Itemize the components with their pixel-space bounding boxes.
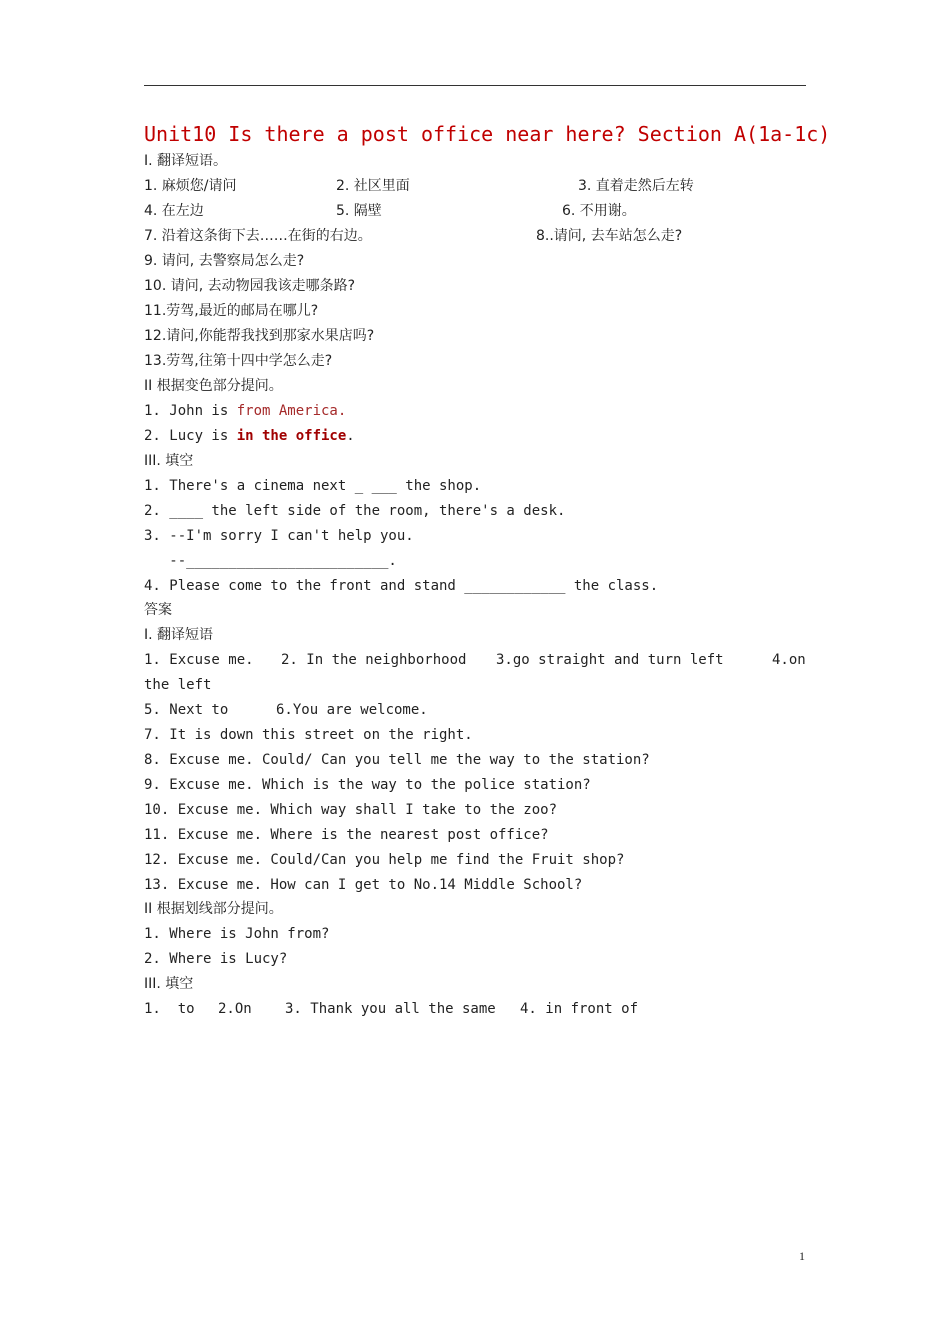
part1-item-9: 9. 请问, 去警察局怎么走? xyxy=(144,253,305,269)
part3-item-2: 2. ____ the left side of the room, there's a desk. xyxy=(144,503,566,519)
answers-part2-heading: II 根据划线部分提问。 xyxy=(144,901,283,917)
answers-part3-item-4: 4. in front of xyxy=(520,1001,639,1017)
part2-q2-end: . xyxy=(346,428,355,444)
part1-item-7: 7. 沿着这条街下去……在街的右边。 xyxy=(144,228,372,244)
part2-q2-prefix: 2. Lucy is xyxy=(144,428,237,444)
part1-item-13: 13.劳驾,往第十四中学怎么走? xyxy=(144,353,333,369)
answer-5: 5. Next to xyxy=(144,702,229,718)
part2-q1-prefix: 1. John is xyxy=(144,403,237,419)
answers-part3-heading: III. 填空 xyxy=(144,976,194,992)
answer-3: 3.go straight and turn left xyxy=(496,652,724,668)
part3-item-3-answer: --________________________. xyxy=(144,553,397,569)
answer-13: 13. Excuse me. How can I get to No.14 Middle School? xyxy=(144,877,583,893)
answer-8: 8. Excuse me. Could/ Can you tell me the way to the station? xyxy=(144,752,650,768)
answer-4-continued: the left xyxy=(144,677,212,693)
part3-item-4: 4. Please come to the front and stand ____________ the class. xyxy=(144,578,659,594)
answer-12: 12. Excuse me. Could/Can you help me find the Fruit shop? xyxy=(144,852,625,868)
part1-item-11: 11.劳驾,最近的邮局在哪儿? xyxy=(144,303,319,319)
part3-item-1: 1. There's a cinema next _ ___ the shop. xyxy=(144,478,482,494)
answer-6: 6.You are welcome. xyxy=(276,702,428,718)
answers-part2-item-2: 2. Where is Lucy? xyxy=(144,951,288,967)
part1-item-6: 6. 不用谢。 xyxy=(562,203,636,219)
part1-item-3: 3. 直着走然后左转 xyxy=(578,178,694,194)
answers-heading: 答案 xyxy=(144,602,172,618)
part1-item-1: 1. 麻烦您/请问 xyxy=(144,178,237,194)
part2-heading: II 根据变色部分提问。 xyxy=(144,378,283,394)
header-rule xyxy=(144,85,806,86)
answer-11: 11. Excuse me. Where is the nearest post office? xyxy=(144,827,549,843)
part1-item-10: 10. 请问, 去动物园我该走哪条路? xyxy=(144,278,356,294)
part3-item-3: 3. --I'm sorry I can't help you. xyxy=(144,528,414,544)
answers-part1-heading: Ⅰ. 翻译短语 xyxy=(144,627,214,643)
part2-q1-highlight: from America. xyxy=(236,403,347,419)
answers-part3-item-1: 1. to xyxy=(144,1001,195,1017)
part1-item-4: 4. 在左边 xyxy=(144,203,204,219)
part2-question-1 xyxy=(144,402,346,420)
answer-2: 2. In the neighborhood xyxy=(281,652,467,668)
part2-question-2 xyxy=(144,427,355,445)
page-title: Unit10 Is there a post office near here? Section A(1a-1c) xyxy=(144,122,831,146)
answer-4: 4.on xyxy=(772,652,806,668)
part1-item-5: 5. 隔壁 xyxy=(336,203,382,219)
answer-7: 7. It is down this street on the right. xyxy=(144,727,473,743)
part1-item-8: 8..请问, 去车站怎么走? xyxy=(536,228,683,244)
answer-1: 1. Excuse me. xyxy=(144,652,254,668)
part1-item-12: 12.请问,你能帮我找到那家水果店吗? xyxy=(144,328,375,344)
answer-10: 10. Excuse me. Which way shall I take to the zoo? xyxy=(144,802,558,818)
part1-heading: Ⅰ. 翻译短语。 xyxy=(144,153,228,169)
answers-part3-item-2: 2.On xyxy=(218,1001,252,1017)
page-number: 1 xyxy=(799,1249,805,1263)
answers-part3-item-3: 3. Thank you all the same xyxy=(285,1001,496,1017)
part3-heading: III. 填空 xyxy=(144,453,194,469)
answers-part2-item-1: 1. Where is John from? xyxy=(144,926,330,942)
part2-q2-highlight: in the office xyxy=(236,428,347,444)
part1-item-2: 2. 社区里面 xyxy=(336,178,410,194)
answer-9: 9. Excuse me. Which is the way to the police station? xyxy=(144,777,591,793)
